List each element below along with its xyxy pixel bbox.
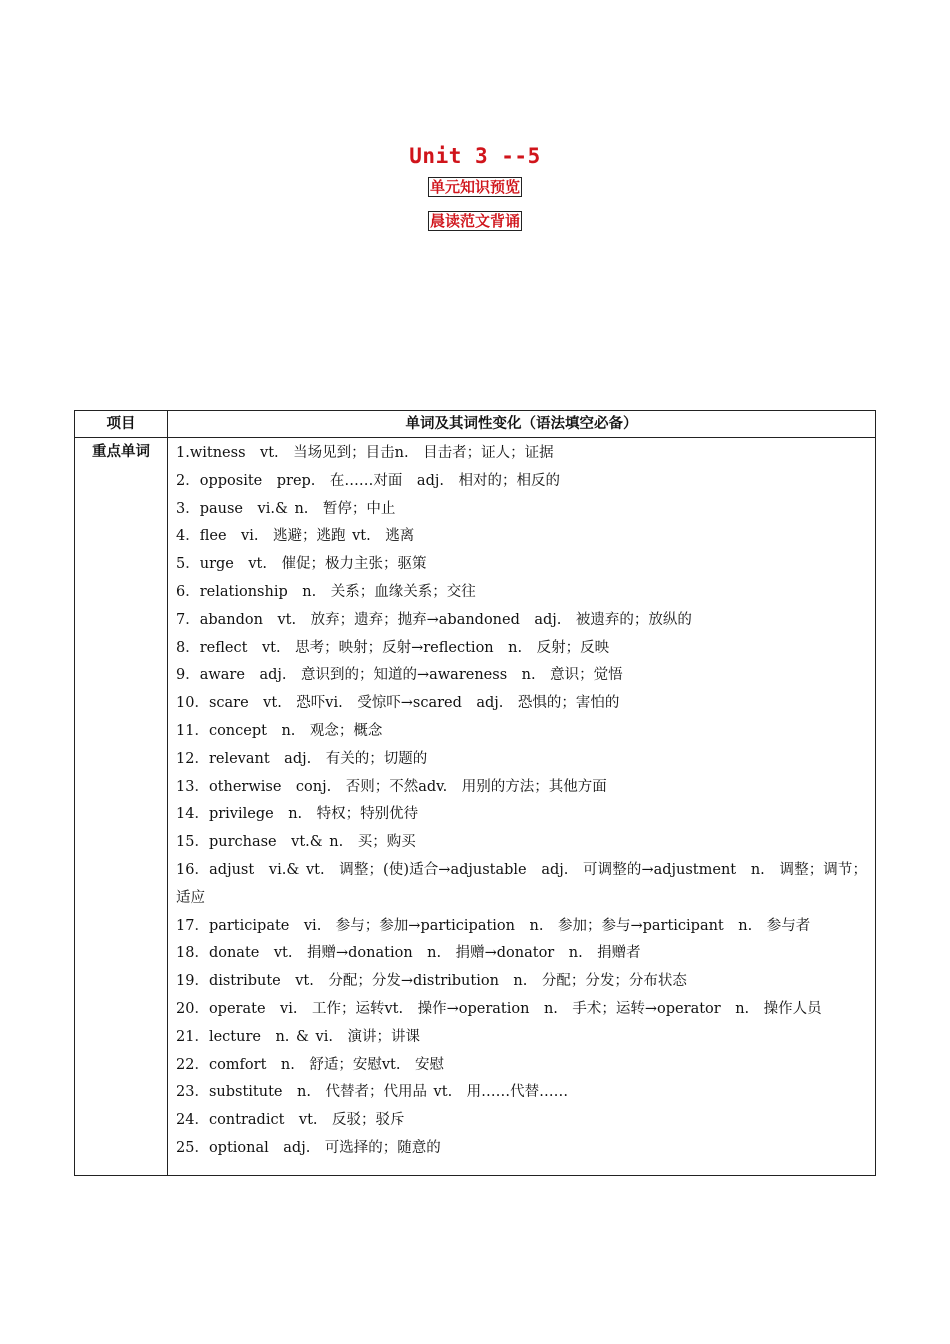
list-item: 2．opposite prep. 在……对面 adj. 相对的；相反的 [176,472,560,489]
page-title: Unit 3 --5 [409,144,541,168]
list-item: 21．lecture n. & vi. 演讲；讲课 [176,1028,420,1045]
list-item: 1.witness vt. 当场见到；目击n. 目击者；证人；证据 [176,445,554,461]
list-item: 20．operate vi. 工作；运转vt. 操作→operation n. 手术；运转→operator n. 操作人员 [176,1000,822,1017]
category-cell: 重点单词 [75,438,168,1176]
header-words: 单词及其词性变化（语法填空必备） [168,411,876,438]
table-header-row [75,411,876,438]
list-item: 14．privilege n. 特权；特别优待 [176,806,419,823]
list-item: 9．aware adj. 意识到的；知道的→awareness n. 意识；觉悟 [176,667,623,684]
list-item: 11．concept n. 观念；概念 [176,722,383,739]
list-item: 17．participate vi. 参与；参加→participation n. 参加；参与→participant n. 参与者 [176,917,811,934]
list-item: 25．optional adj. 可选择的；随意的 [176,1139,441,1156]
list-item: 23．substitute n. 代替者；代用品 vt. 用……代替…… [176,1084,569,1101]
list-item: 13．otherwise conj. 否则；不然adv. 用别的方法；其他方面 [176,778,607,795]
list-item: 24．contradict vt. 反驳；驳斥 [176,1112,405,1129]
list-item: 10．scare vt. 恐吓vi. 受惊吓→scared adj. 恐惧的；害怕的 [176,695,620,712]
overview-label: 单元知识预览 [429,178,521,196]
list-item: 4．flee vi. 逃避；逃跑 vt. 逃离 [176,528,415,545]
table-row [75,438,876,1176]
list-item: 18．donate vt. 捐赠→donation n. 捐赠→donator n. 捐赠者 [176,945,641,962]
list-item: 7．abandon vt. 放弃；遗弃；抛弃→abandoned adj. 被遗弃的；放纵的 [176,611,692,628]
list-item: 19．distribute vt. 分配；分发→distribution n. 分配；分发；分布状态 [176,973,687,990]
list-item: 22．comfort n. 舒适；安慰vt. 安慰 [176,1056,444,1073]
items-cell [168,438,876,1176]
vocabulary-table [74,410,876,1176]
list-item: 8．reflect vt. 思考；映射；反射→reflection n. 反射；反映 [176,639,610,656]
list-item: 16．adjust vi.& vt. 调整；(使)适合→adjustable adj. 可调整的→adjustment n. 调整；调节；适应 [176,861,867,906]
reading-label: 晨读范文背诵 [429,212,521,230]
list-item: 6．relationship n. 关系；血缘关系；交往 [176,583,476,600]
list-item: 5．urge vt. 催促；极力主张；驱策 [176,556,427,573]
header-item: 项目 [75,411,168,438]
list-item: 3．pause vi.& n. 暂停；中止 [176,500,396,517]
list-item: 15．purchase vt.& n. 买；购买 [176,834,416,851]
list-item: 12．relevant adj. 有关的；切题的 [176,750,428,767]
